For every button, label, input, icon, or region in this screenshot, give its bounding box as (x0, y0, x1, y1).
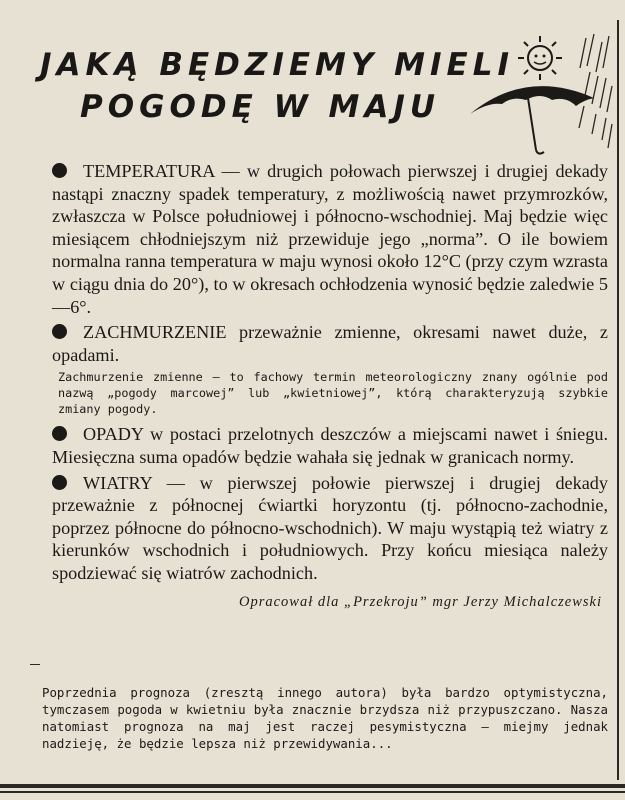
author-signature: Opracował dla „Przekroju” mgr Jerzy Michalczewski (238, 593, 602, 610)
headline-line-1: JAKĄ BĘDZIEMY MIELI (40, 47, 514, 83)
section-term: TEMPERATURA (83, 161, 215, 181)
article-body (52, 160, 608, 613)
editorial-footnote: Poprzednia prognoza (zresztą innego autora) była bardzo optymistyczna, tymczasem pogoda w kwietniu była znacznie brzydsza niż przypuszczano. Nasza natomiast prognoza na maj jest raczej pesymistyczna — miejmy jednak nadzieję, że będzie lepsza niż przewidywania... (42, 685, 608, 751)
section-term: WIATRY (83, 472, 153, 493)
article-headline (40, 44, 514, 128)
section-text: — w pierwszej połowie pierwszej i drugiej dekady przeważnie z północnej ćwiartki horyzontu (tj. północno-zachodnie, poprzez północne do północno-wschodnich). W maju wystąpią też wiatry z kierunków wschodnich i południowych. Przy końcu miesiąca należy spodziewać się wiatrów zachodnich. (52, 472, 608, 583)
section-text: — w drugich połowach pierwszej i drugiej dekady nastąpi znaczny spadek temperatury, z możliwością nawet przymrozków, zwłaszcza w Polsce południowej i północno-wschodniej. Maj będzie więc miesiącem chłodniejszym niż przewiduje jego „norma”. O ile bowiem normalna ranna temperatura w maju wynosi około 12°C (przy czym wzrasta w ciągu dnia do 20°), to w okresach ochłodzenia wynosić będzie zaledwie 5—6°. (52, 161, 608, 317)
section-text: w postaci przelotnych deszczów a miejscami nawet i śniegu. Miesięczna suma opadów będzie wahała się jednak w granicach normy. (52, 424, 608, 467)
bullet-icon (52, 163, 67, 178)
section-term: OPADY (83, 424, 144, 445)
headline-line-2: POGODĘ W MAJU (80, 89, 441, 125)
section-precipitation (52, 423, 608, 468)
section-term: ZACHMURZENIE (83, 322, 227, 343)
sun-and-umbrella-icon (466, 28, 614, 158)
bottom-border-rule-thin (0, 791, 625, 793)
section-cloudiness (52, 321, 608, 366)
bullet-icon (52, 426, 67, 441)
section-winds (52, 472, 608, 585)
section-temperature (52, 160, 608, 318)
cloudiness-note: Zachmurzenie zmienne — to fachowy termin meteorologiczny znany ogólnie pod nazwą „pogody marcowej” lub „kwietniowej”, którą charakteryzują szybkie zmiany pogody. (58, 370, 608, 417)
bullet-icon (52, 324, 67, 339)
bullet-icon (52, 475, 67, 490)
footnote-separator (30, 664, 40, 665)
section-text: przeważnie zmienne, okresami nawet duże, z opadami. (52, 322, 608, 365)
right-border-rule (617, 20, 619, 780)
bottom-border-rule (0, 784, 625, 788)
